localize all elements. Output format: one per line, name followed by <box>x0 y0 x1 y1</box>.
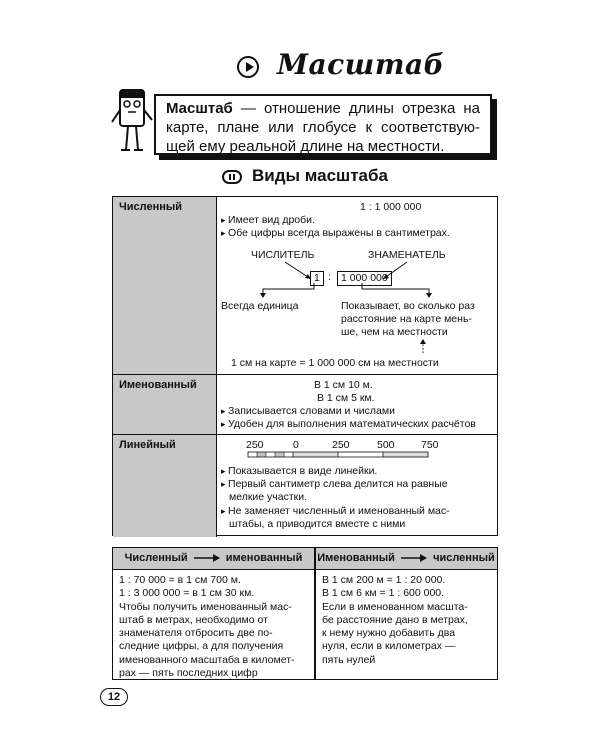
linear-bullet-3-cont: штабы, а приводится вместе с ними <box>229 518 406 530</box>
numeric-body <box>217 197 497 374</box>
subtitle-row <box>0 162 600 192</box>
right-line: к нему нужно добавить два <box>322 627 456 640</box>
numeric-bullet-1: ▸ Имеет вид дроби. <box>221 214 315 227</box>
denominator-label: ЗНАМЕНАТЕЛЬ <box>368 249 446 261</box>
left-line: 1 : 3 000 000 = в 1 см 30 км. <box>119 587 255 600</box>
named-bullet-2: ▸ Удобен для выполнения математических расчётов <box>221 418 476 431</box>
numeric-scale-row <box>113 197 497 375</box>
numeric-equation: 1 см на карте = 1 000 000 см на местности <box>231 357 439 369</box>
ruler-tick-label-1: 250 <box>246 439 264 451</box>
numeric-bullet-2: ▸ Обе цифры всегда выражены в сантиметрах. <box>221 227 450 240</box>
right-line: нуля, если в километрах — <box>322 640 456 653</box>
page-number: 12 <box>100 688 128 706</box>
left-line: следние цифры, а для получения <box>119 640 284 653</box>
right-line: Если в именованном масшта- <box>322 600 468 613</box>
denominator-note-2: расстояние на карте мень- <box>341 313 472 325</box>
right-line: пять нулей <box>322 653 376 666</box>
title-row <box>0 42 600 92</box>
arrow-right-icon <box>194 554 220 562</box>
linear-bullet-1: ▸ Показывается в виде линейки. <box>221 465 377 478</box>
dotted-arrow <box>417 339 429 355</box>
denominator-note-1: Показывает, во сколько раз <box>341 300 475 312</box>
linear-ruler <box>247 451 447 459</box>
right-column-header <box>315 548 497 570</box>
right-head-from: Именованный <box>317 552 395 564</box>
ruler-tick-label-3: 250 <box>332 439 350 451</box>
left-line: рах — пять последних цифр <box>119 667 258 680</box>
numerator-label: ЧИСЛИТЕЛЬ <box>251 249 315 261</box>
scale-types-table <box>112 196 498 536</box>
left-column-header <box>113 548 314 570</box>
linear-bullet-3: ▸ Не заменяет численный и именованный мас- <box>221 505 450 518</box>
ratio-colon: : <box>328 271 331 283</box>
numerator-box: 1 <box>310 271 324 286</box>
left-head-from: Численный <box>124 552 188 564</box>
ruler-tick-label-2: 0 <box>293 439 299 451</box>
pause-pill-icon <box>222 170 242 184</box>
denominator-note-3: ше, чем на местности <box>341 326 448 338</box>
numeric-label: Численный <box>113 197 217 374</box>
section-subtitle: Виды масштаба <box>252 166 388 185</box>
denominator-box: 1 000 000 <box>337 271 392 286</box>
left-line: именованного масштаба в километ- <box>119 653 295 666</box>
conversion-table <box>112 547 498 680</box>
right-line: В 1 см 6 км = 1 : 600 000. <box>322 587 445 600</box>
left-column-body <box>113 570 314 679</box>
definition-text: — отношение длины отрезка на карте, плане или глобусе к соответствую-щей ему реальной длине на местности. <box>166 100 480 155</box>
definition-term: Масштаб <box>166 100 233 117</box>
ruler-tick-label-5: 750 <box>421 439 439 451</box>
ruler-tick-label-4: 500 <box>377 439 395 451</box>
left-line: знаменателя отбросить две по- <box>119 627 273 640</box>
linear-body <box>217 435 497 537</box>
linear-label: Линейный <box>113 435 217 537</box>
named-label: Именованный <box>113 375 217 434</box>
right-head-to: численный <box>433 552 495 564</box>
right-line: В 1 см 200 м = 1 : 20 000. <box>322 574 446 586</box>
named-line-1: В 1 см 10 м. <box>314 379 373 391</box>
numeric-ratio: 1 : 1 000 000 <box>360 201 422 213</box>
left-line: штаб в метрах, необходимо от <box>119 613 268 626</box>
left-line: Чтобы получить именованный мас- <box>119 600 292 613</box>
right-column-body <box>316 570 497 679</box>
numerator-note: Всегда единица <box>221 300 299 312</box>
linear-scale-row <box>113 435 497 537</box>
named-body <box>217 375 497 434</box>
left-head-to: именованный <box>225 552 303 564</box>
linear-bullet-2: ▸ Первый сантиметр слева делится на равные <box>221 478 448 491</box>
left-line: 1 : 70 000 = в 1 см 700 м. <box>119 574 241 586</box>
linear-bullet-2-cont: мелкие участки. <box>229 491 308 503</box>
right-line: бе расстояние дано в метрах, <box>322 613 468 626</box>
named-line-2: В 1 см 5 км. <box>317 392 375 404</box>
mascot-icon <box>106 86 158 156</box>
named-scale-row <box>113 375 497 435</box>
arrow-right-icon <box>401 554 427 562</box>
page-title: Масштаб <box>277 48 445 81</box>
named-bullet-1: ▸ Записывается словами и числами <box>221 405 395 418</box>
definition-box <box>154 94 492 155</box>
play-circle-icon <box>237 56 259 78</box>
